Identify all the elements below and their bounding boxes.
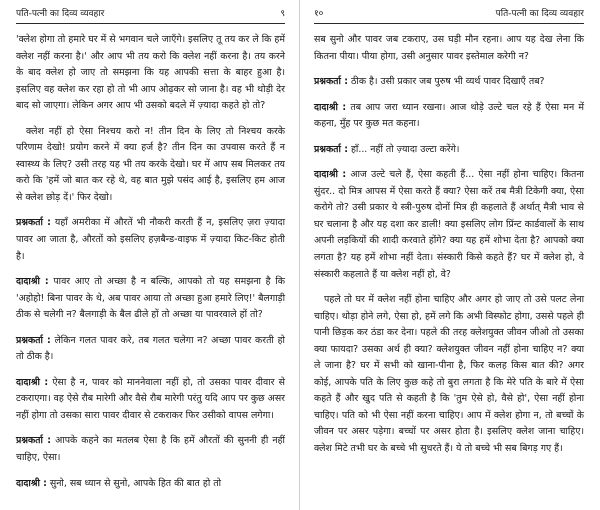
paragraph-text: आज उल्टे चले हैं, ऐसा कहती हैं... ऐसा नहीं होना चाहिए। कितना सुंदर.. दो मित्र आपस में ऐसा करते हैं क्या? ऐसा करें तब मैत्री टिकेगी क्या, ऐसा करोगे तो? उसी प्रकार ये स्त्री-पुरुष दोनों मित्र ही कहलाते हैं अर्थात् मैत्री भाव से घर चलाना है और यह दशा कर डाली! क्या इसलिए लोग प्रिंन्ट कार्डवालों के साथ अपनी लड़कियों की शादी करवाते होंगे? क्या यह हमें शोभा देता है? आपको क्या लगता है? यह हमें शोभा नहीं देता। संस्कारी किसे कहते हैं? घर में क्लेश हो, वे संस्कारी कहलाते हैं या क्लेश नहीं हो, वे?: [314, 169, 584, 280]
paragraph-text: 'क्लेश होगा तो हमारे घर में से भगवान चले जाएँगे। इसलिए तू तय कर ले कि हमें क्लेश नहीं करना है।' और आप भी तय करो कि क्लेश नहीं करना है। तय करने के बाद क्लेश हो जाए तो समझना कि यह आपकी सत्ता के बाहर हुआ है। इसलिए वह क्लेश कर रहा हो तो भी आप ओढ़कर सो जाना है। वह भी थोड़ी देर बाद सो जाएगा। लेकिन अगर आप भी उसको बदले में ज़्यादा कहते हो तो?: [16, 34, 285, 112]
speaker-label: प्रश्नकर्ता :: [314, 143, 348, 155]
speaker-label: दादाश्री :: [314, 169, 347, 181]
right-page: [300, 0, 600, 510]
speaker-label: प्रश्नकर्ता :: [16, 334, 51, 346]
speaker-label: प्रश्नकर्ता :: [16, 435, 52, 447]
header-rule: [314, 23, 584, 24]
paragraph-text: तब आप जरा ध्यान रखना। आज थोड़े उल्टे चल रहे हैं ऐसा मन में कहना, मुँह पर कुछ मत कहना।: [314, 101, 584, 130]
paragraph-text: क्लेश नहीं हो ऐसा निश्चय करो न! तीन दिन के लिए तो निश्चय करके परिणाम देखो! प्रयोग करने में क्या हर्ज है? तीन दिन का उपवास करते हैं न स्वास्थ्य के लिए? उसी तरह यह भी तय करके देखो। घर में आप सब मिलकर तय करो कि 'हमें जो बात कर रहे थे, वह बात मुझे पसंद आई है, इसलिए हम आज से क्लेश छोड़ दें।' फिर देखो।: [16, 125, 285, 203]
left-page-header: [16, 8, 285, 22]
speaker-label: प्रश्नकर्ता :: [314, 76, 348, 88]
dialogue-paragraph: [16, 375, 285, 425]
running-title: पति-पत्नी का दिव्य व्यवहार: [495, 9, 584, 19]
paragraph-text: सुनो, सब ध्यान से सुनो, आपके हित की बात हो तो: [49, 477, 221, 489]
dialogue-paragraph: [16, 433, 285, 466]
paragraph: [16, 32, 285, 115]
speaker-label: दादाश्री :: [16, 276, 49, 288]
dialogue-paragraph: [314, 167, 584, 283]
speaker-label: दादाश्री :: [314, 101, 347, 113]
dialogue-paragraph: [314, 74, 584, 91]
paragraph: [314, 32, 584, 65]
page-number: ९: [280, 9, 285, 19]
paragraph: [314, 292, 584, 457]
speaker-label: दादाश्री :: [16, 477, 47, 489]
left-page-body: [16, 32, 285, 492]
dialogue-paragraph: [16, 215, 285, 265]
paragraph-text: ऐसा है न, पावर को माननेवाला नहीं हो, तो उसका पावर दीवार से टकराएगा। वह ऐसे रौब मारेगी और वैसे रौब मारेगी परंतु यदि आप पर कुछ असर नहीं होगा तो उसका सारा पावर दीवार से टकराकर फिर उसीको वापस लगेगा।: [16, 376, 285, 421]
running-title: पति-पत्नी का दिव्य व्यवहार: [16, 9, 105, 19]
paragraph-text: पावर आए तो अच्छा है न बल्कि, आपको तो यह समझना है कि 'अहोहो! बिना पावर के थे, अब पावर आया तो अच्छा हुआ हमारे लिए!' बैलगाड़ी ठीक से चलेगी न? बैलगाड़ी के बैल ढीले हों तो अच्छा या पावरवाले हों तो?: [16, 276, 285, 321]
speaker-label: दादाश्री :: [16, 376, 49, 388]
dialogue-paragraph: [16, 476, 285, 493]
paragraph-text: सब सुनो और पावर जब टकराए, उस घड़ी मौन रहना। आप यह देख लेना कि कितना पीया। पीया होगा, उसी अनुसार पावर इस्तेमाल करेगी न?: [314, 34, 584, 62]
paragraph-text: लेकिन गलत पावर करे, तब गलत चलेगा न? अच्छा पावर करती हो तो ठीक है।: [16, 334, 285, 363]
paragraph-text: यहाँ अमरीका में औरतें भी नौकरी करती हैं न, इसलिए ज़रा ज़्यादा पावर आ जाता है, औरतों को इसलिए हज़बैन्ड-वाइफ में ज़्यादा किट-किट होती है।: [16, 217, 285, 262]
paragraph-text: आपके कहने का मतलब ऐसा है कि हमें औरतों की सुननी ही नहीं चाहिए, ऐसा।: [16, 435, 285, 464]
paragraph-text: हाँ... नहीं तो ज़्यादा उल्टा करेंगे।: [350, 143, 460, 155]
header-rule: [16, 23, 285, 24]
paragraph-text: ठीक है। उसी प्रकार जब पुरुष भी व्यर्थ पावर दिखाएँ तब?: [350, 76, 545, 88]
paragraph: [16, 124, 285, 207]
right-page-body: [314, 32, 584, 458]
right-page-header: [314, 8, 584, 22]
page-number: १०: [314, 9, 324, 19]
paragraph-text: पहले तो घर में क्लेश नहीं होना चाहिए और अगर हो जाए तो उसे पलट लेना चाहिए। थोड़ा होने लगे, ऐसा हो, हमें लगे कि अभी विस्फोट होगा, उससे पहले ही पानी छिड़क कर ठंडा कर देना। पहले की तरह क्लेशयुक्त जीवन जीओ तो उसका क्या फायदा? उसका अर्थ ही क्या? क्लेशयुक्त जीवन नहीं होना चाहिए न? क्या ले जाना है? घर में सभी को खाना-पीना है, फिर कलह किस बात की? अगर कोई, आपके पति के लिए कुछ कहे तो बुरा लगता है कि मेरे पति के बारे में ऐसा कहते हैं और खुद पति से कहती है कि 'तुम ऐसे हो, वैसे हो', ऐसा नहीं होना चाहिए। पति को भी ऐसा नहीं करना चाहिए। आप में क्लेश होगा न, तो बच्चों के जीवन पर असर पड़ेगा। बच्चों पर असर होता है। इसलिए क्लेश जाना चाहिए। क्लेश मिटे तभी घर के बच्चे भी सुधरते हैं। ये तो बच्चे भी सब बिगड़ गए हैं।: [314, 294, 584, 455]
dialogue-paragraph: [16, 333, 285, 366]
dialogue-paragraph: [16, 274, 285, 324]
speaker-label: प्रश्नकर्ता :: [16, 217, 51, 229]
dialogue-paragraph: [314, 142, 584, 159]
dialogue-paragraph: [314, 100, 584, 133]
